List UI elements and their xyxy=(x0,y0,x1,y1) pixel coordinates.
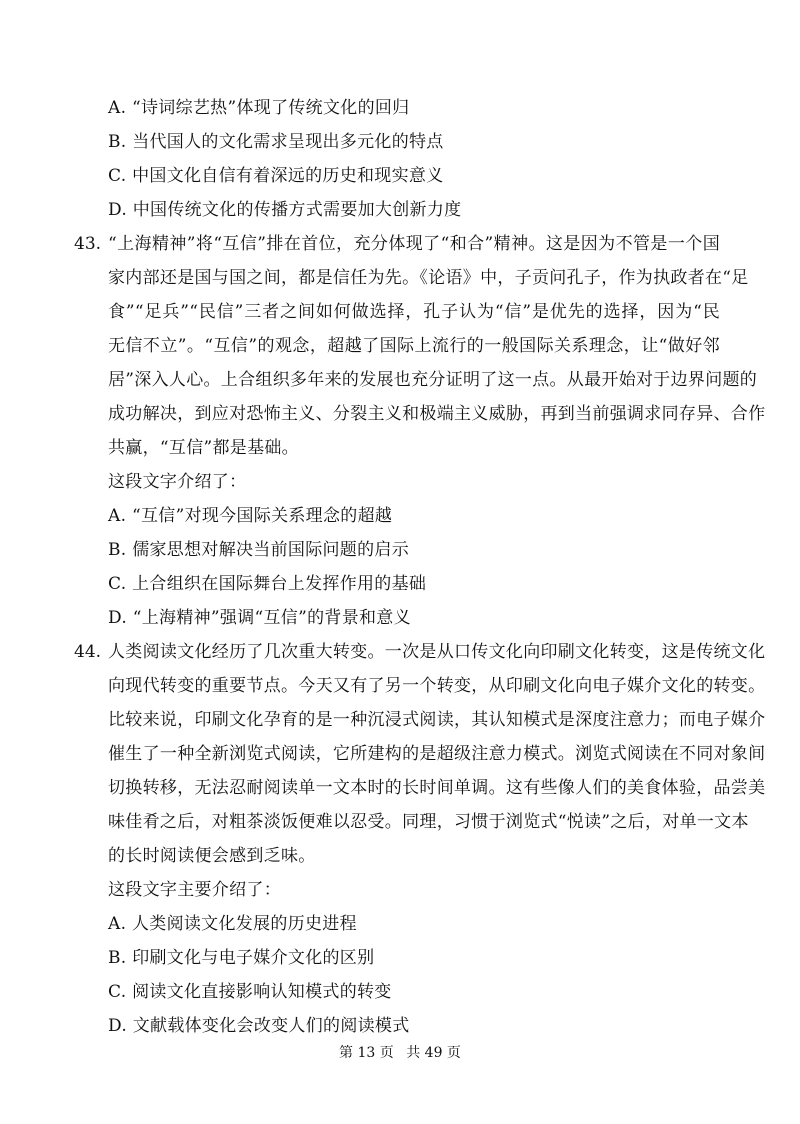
q44-option-d: D. 文献载体变化会改变人们的阅读模式 xyxy=(108,1016,410,1036)
q43-passage-line: 家内部还是国与国之间，都是信任为先。《论语》中，子贡问孔子，作为执政者在“足 xyxy=(108,268,749,288)
q43-number: 43. xyxy=(74,234,102,254)
page-total: 共 49 页 xyxy=(406,1045,461,1061)
q44-option-a: A. 人类阅读文化发展的历史进程 xyxy=(108,914,357,934)
q44-passage-line: 人类阅读文化经历了几次重大转变。一次是从口传文化向印刷文化转变，这是传统文化 xyxy=(108,642,766,662)
q44-passage-line: 向现代转变的重要节点。今天又有了另一个转变，从印刷文化向电子媒介文化的转变。 xyxy=(108,676,766,696)
q44-passage-line: 切换转移，无法忍耐阅读单一文本时的长时间单调。这有些像人们的美食体验，品尝美 xyxy=(108,778,766,798)
page-footer xyxy=(0,1043,800,1063)
q43-passage-line: “上海精神”将“互信”排在首位，充分体现了“和合”精神。这是因为不管是一个国 xyxy=(108,234,720,254)
q43-prompt: 这段文字介绍了： xyxy=(108,472,247,492)
q44-number: 44. xyxy=(74,642,102,662)
q43-option-a: A. “互信”对现今国际关系理念的超越 xyxy=(108,506,393,526)
q43-passage-line: 成功解决，到应对恐怖主义、分裂主义和极端主义威胁，再到当前强调求同存异、合作 xyxy=(108,404,766,424)
q42-option-b: B. 当代国人的文化需求呈现出多元化的特点 xyxy=(108,132,444,152)
q42-option-c: C. 中国文化自信有着深远的历史和现实意义 xyxy=(108,166,444,186)
q43-option-d: D. “上海精神”强调“互信”的背景和意义 xyxy=(108,608,411,628)
q44-option-b: B. 印刷文化与电子媒介文化的区别 xyxy=(108,948,375,968)
q44-passage-line: 味佳肴之后，对粗茶淡饭便难以忍受。同理，习惯于浏览式“悦读”之后，对单一文本 xyxy=(108,812,749,832)
q44-passage-line: 催生了一种全新浏览式阅读，它所建构的是超级注意力模式。浏览式阅读在不同对象间 xyxy=(108,744,766,764)
q42-option-d: D. 中国传统文化的传播方式需要加大创新力度 xyxy=(108,200,462,220)
q43-passage-line: 无信不立”。“互信”的观念，超越了国际上流行的一般国际关系理念，让“做好邻 xyxy=(108,336,720,356)
q44-prompt: 这段文字主要介绍了： xyxy=(108,880,281,900)
q44-passage-line: 的长时阅读便会感到乏味。 xyxy=(108,846,316,866)
q44-option-c: C. 阅读文化直接影响认知模式的转变 xyxy=(108,982,392,1002)
q43-option-b: B. 儒家思想对解决当前国际问题的启示 xyxy=(108,540,409,560)
q44-passage-line: 比较来说，印刷文化孕育的是一种沉浸式阅读，其认知模式是深度注意力；而电子媒介 xyxy=(108,710,766,730)
page-number: 第 13 页 xyxy=(339,1045,394,1061)
q43-passage-line: 共赢，“互信”都是基础。 xyxy=(108,438,299,458)
q43-option-c: C. 上合组织在国际舞台上发挥作用的基础 xyxy=(108,574,427,594)
q42-option-a: A. “诗词综艺热”体现了传统文化的回归 xyxy=(108,98,410,118)
q43-passage-line: 居”深入人心。上合组织多年来的发展也充分证明了这一点。从最开始对于边界问题的 xyxy=(108,370,758,390)
q43-passage-line: 食”“足兵”“民信”三者之间如何做选择，孔子认为“信”是优先的选择，因为“民 xyxy=(108,302,720,322)
